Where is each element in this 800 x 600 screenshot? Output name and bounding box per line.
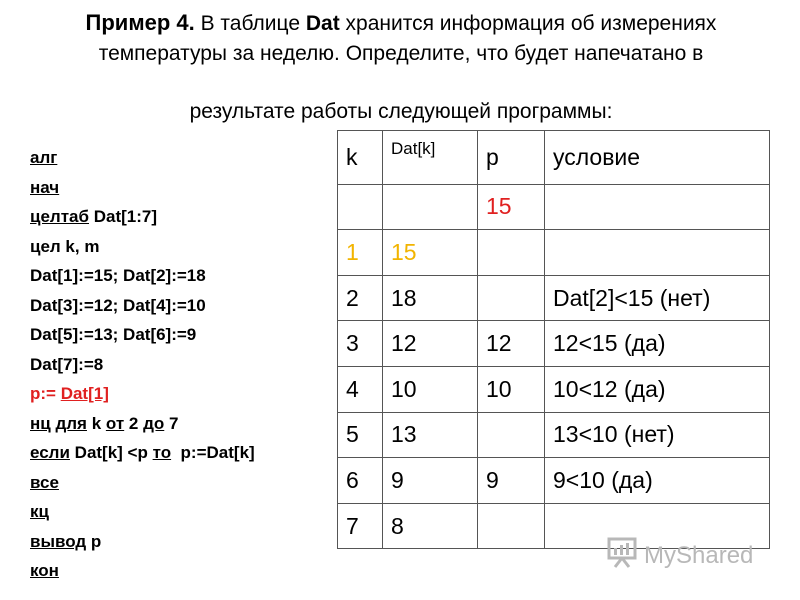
cell-k: 2 <box>338 275 383 321</box>
code-line <box>30 527 255 557</box>
table-row <box>338 321 770 367</box>
table-row <box>338 366 770 412</box>
table-row <box>338 412 770 458</box>
code-text: 7 <box>164 413 179 433</box>
code-text: p:=Dat[k] <box>171 443 255 462</box>
cell-dat: 13 <box>383 412 478 458</box>
code-line: Dat[7]:=8 <box>30 354 104 374</box>
keyword: алг <box>30 148 58 167</box>
header-line-2: температуры за неделю. Определите, что будет напечатано в <box>98 42 704 65</box>
cell-p <box>478 503 545 549</box>
code-line <box>30 379 255 409</box>
keyword: для <box>55 413 87 433</box>
code-line <box>30 438 255 468</box>
cell-k: 4 <box>338 366 383 412</box>
header-dat: Dat[k] <box>383 131 478 185</box>
header-k: k <box>338 131 383 185</box>
keyword: целтаб <box>30 207 89 226</box>
cell-p: 9 <box>478 458 545 504</box>
cell-dat: 10 <box>383 366 478 412</box>
keyword: если <box>30 443 70 462</box>
cell-dat <box>383 184 478 230</box>
code-text: k <box>86 413 106 433</box>
code-text: Dat[1:7] <box>89 207 158 226</box>
code-text: Dat[k] <p <box>69 443 153 462</box>
cell-condition: 9<10 (да) <box>545 458 770 504</box>
trace-table <box>337 130 770 549</box>
cell-condition: 13<10 (нет) <box>545 412 770 458</box>
cell-k: 1 <box>338 230 383 276</box>
code-text: 2 <box>124 413 144 433</box>
keyword: нач <box>30 177 60 197</box>
keyword: то <box>152 443 172 462</box>
cell-p: 10 <box>478 366 545 412</box>
header-line-3: результате работы следующей программы: <box>189 100 613 123</box>
table-row <box>338 275 770 321</box>
keyword: от <box>105 413 125 433</box>
cell-k <box>338 184 383 230</box>
code-line: цел k, m <box>30 236 100 256</box>
example-label: Пример 4. <box>85 10 195 35</box>
cell-dat: 18 <box>383 275 478 321</box>
code-line <box>30 409 255 439</box>
header-dat-word: Dat <box>305 12 340 35</box>
cell-condition <box>545 230 770 276</box>
task-header <box>16 8 786 127</box>
code-line: Dat[5]:=13; Dat[6]:=9 <box>30 325 197 344</box>
watermark-text: MyShared <box>644 541 754 569</box>
cell-condition: 10<12 (да) <box>545 366 770 412</box>
keyword: нц <box>30 413 51 433</box>
table-row <box>338 230 770 276</box>
cell-k: 7 <box>338 503 383 549</box>
code-line <box>30 556 255 586</box>
keyword: до <box>143 413 165 433</box>
program-code <box>30 143 255 586</box>
cell-k: 6 <box>338 458 383 504</box>
table-row <box>338 458 770 504</box>
presentation-board-icon <box>606 535 644 576</box>
table-header-row <box>338 131 770 185</box>
code-line: Dat[1]:=15; Dat[2]:=18 <box>30 266 206 285</box>
keyword: кц <box>30 502 49 521</box>
header-text-after: хранится информация об измерениях <box>339 12 717 35</box>
code-line <box>30 202 255 232</box>
header-text-before: В таблице <box>194 12 306 35</box>
cell-k: 5 <box>338 412 383 458</box>
code-line <box>30 143 255 173</box>
cell-condition: 12<15 (да) <box>545 321 770 367</box>
keyword: кон <box>30 561 59 580</box>
keyword: все <box>30 472 59 492</box>
code-text: p <box>86 531 102 551</box>
header-p: p <box>478 131 545 185</box>
header-line-1 <box>16 8 786 39</box>
cell-p: 12 <box>478 321 545 367</box>
cell-p <box>478 230 545 276</box>
table-row <box>338 184 770 230</box>
cell-dat: 9 <box>383 458 478 504</box>
cell-p: 15 <box>478 184 545 230</box>
code-line <box>30 497 255 527</box>
header-condition: условие <box>545 131 770 185</box>
cell-p <box>478 412 545 458</box>
cell-dat: 12 <box>383 321 478 367</box>
code-line <box>30 468 255 498</box>
code-line <box>30 173 255 203</box>
code-line: Dat[3]:=12; Dat[4]:=10 <box>30 295 206 315</box>
cell-k: 3 <box>338 321 383 367</box>
cell-condition <box>545 184 770 230</box>
watermark-logo <box>606 535 753 576</box>
cell-dat: 15 <box>383 230 478 276</box>
code-text: Dat[1] <box>60 384 109 403</box>
cell-condition: Dat[2]<15 (нет) <box>545 275 770 321</box>
keyword: вывод <box>30 531 87 551</box>
cell-p <box>478 275 545 321</box>
cell-dat: 8 <box>383 503 478 549</box>
code-text: p:= <box>30 384 61 403</box>
